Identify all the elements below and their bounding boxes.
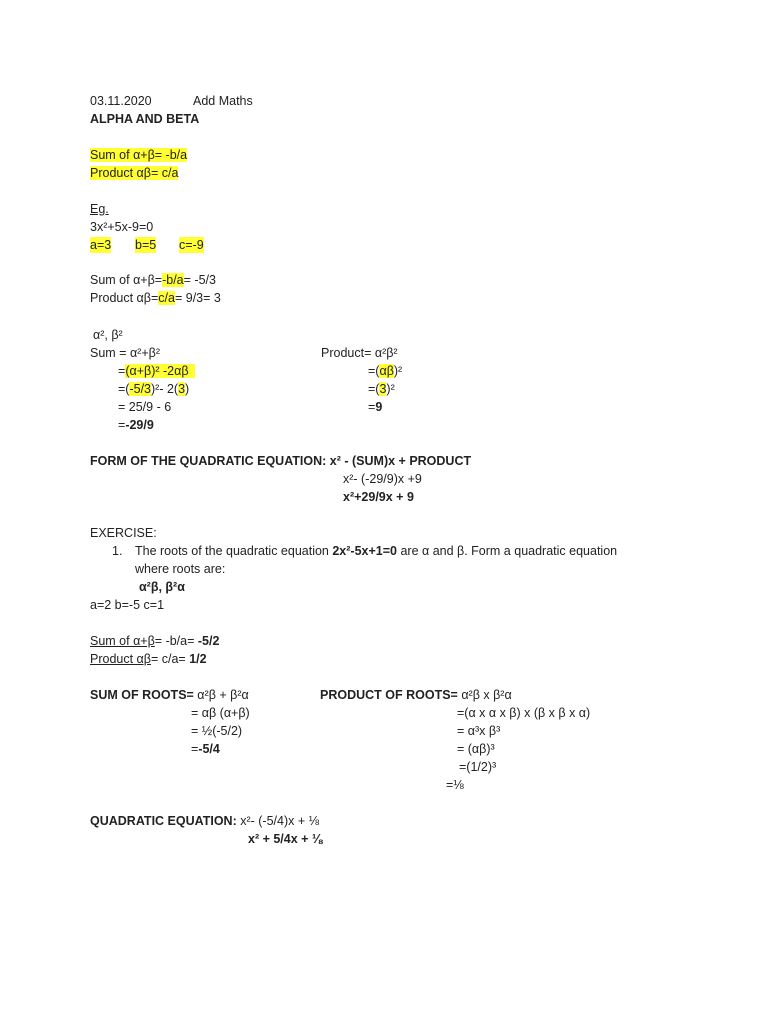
example-product: Product αβ=c/a= 9/3= 3 — [90, 291, 221, 305]
squares-sum-label: Sum = α²+β² — [90, 346, 160, 360]
squares-product-line2: =(3)² — [368, 382, 395, 396]
sum-of-roots-line1: = αβ (α+β) — [191, 706, 250, 720]
form-line1: x²- (-29/9)x +9 — [343, 472, 422, 486]
squares-sum-line1: =(α+β)² -2αβ — [118, 363, 195, 379]
example-sum: Sum of α+β=-b/a= -5/3 — [90, 273, 216, 287]
squares-product-label: Product= α²β² — [321, 346, 398, 360]
sum-of-roots-line3: =-5/4 — [191, 742, 220, 756]
product-of-roots-line4: =(1/2)³ — [459, 760, 497, 774]
squares-sum-line3: = 25/9 - 6 — [118, 400, 172, 414]
squares-heading: α², β² — [93, 328, 123, 342]
page-title: ALPHA AND BETA — [90, 112, 200, 126]
coef-a: a=3 — [90, 238, 112, 252]
final-equation: QUADRATIC EQUATION: x²- (-5/4)x + ⅛ — [90, 814, 320, 828]
coef-b: b=5 — [135, 238, 157, 252]
squares-sum-line2: =(-5/3)²- 2(3) — [118, 382, 190, 396]
squares-product-line1: =(αβ)² — [368, 364, 403, 378]
exercise-question-line2: where roots are: — [135, 562, 226, 576]
exercise-coefficients: a=2 b=-5 c=1 — [90, 598, 165, 612]
exercise-roots: α²β, β²α — [139, 580, 185, 594]
product-of-roots-line1: =(α x α x β) x (β x β x α) — [457, 706, 591, 720]
squares-product-line3: =9 — [368, 400, 383, 414]
exercise-question: The roots of the quadratic equation 2x²-5x+1=0 are α and β. Form a quadratic equation — [135, 544, 618, 558]
form-heading: FORM OF THE QUADRATIC EQUATION: x² - (SUM)x + PRODUCT — [90, 454, 472, 468]
example-equation: 3x²+5x-9=0 — [90, 220, 154, 234]
product-formula: Product αβ= c/a — [90, 166, 179, 180]
product-of-roots: PRODUCT OF ROOTS= α²β x β²α — [320, 688, 512, 702]
subject: Add Maths — [193, 94, 253, 108]
product-of-roots-line5: =⅛ — [446, 778, 464, 792]
exercise-product: Product αβ= c/a= 1/2 — [90, 652, 207, 666]
example-label: Eg. — [90, 202, 109, 216]
final-equation-line2: x² + 5/4x + ⅛ — [248, 832, 323, 846]
sum-formula: Sum of α+β= -b/a — [90, 148, 188, 162]
squares-sum-line4: =-29/9 — [118, 418, 154, 432]
exercise-number: 1. — [112, 544, 123, 558]
sum-of-roots-line2: = ½(-5/2) — [191, 724, 243, 738]
coef-c: c=-9 — [179, 238, 204, 252]
product-of-roots-line3: = (αβ)³ — [457, 742, 495, 756]
sum-of-roots: SUM OF ROOTS= α²β + β²α — [90, 688, 249, 702]
product-of-roots-line2: = α³x β³ — [457, 724, 501, 738]
date: 03.11.2020 — [90, 94, 152, 108]
exercise-heading: EXERCISE: — [90, 526, 157, 540]
form-line2: x²+29/9x + 9 — [343, 490, 414, 504]
exercise-sum: Sum of α+β= -b/a= -5/2 — [90, 634, 220, 648]
